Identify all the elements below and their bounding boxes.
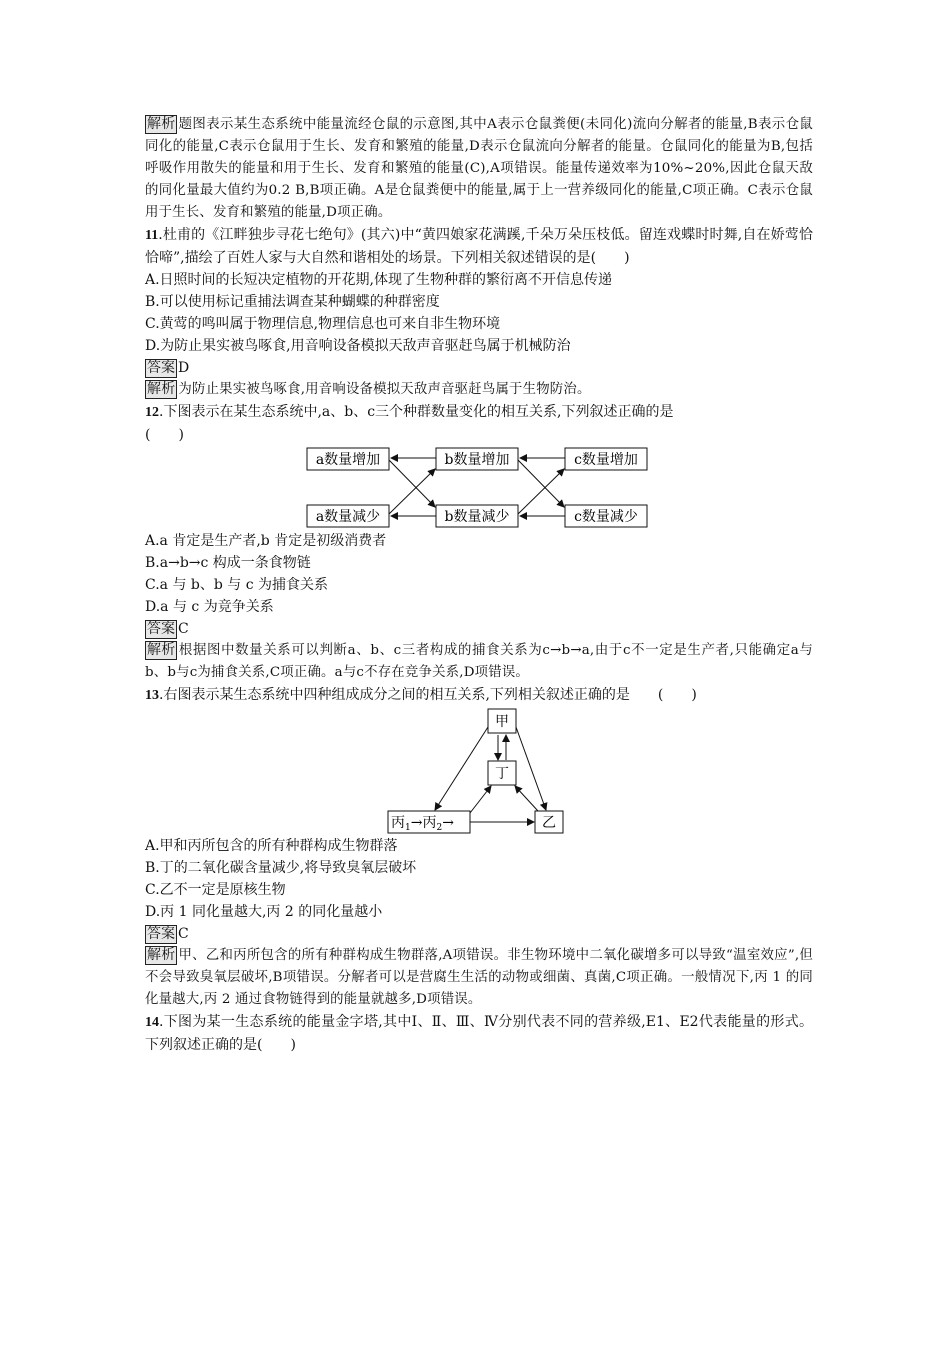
question-number: 12: [145, 405, 159, 420]
option-c: C.黄莺的鸣叫属于物理信息,物理信息也可来自非生物环境: [145, 316, 501, 332]
explanation-q10: [145, 114, 813, 224]
arrow-a-up-to-b-down: [389, 460, 435, 507]
answer-q12: [145, 618, 813, 640]
question-13-stem: [145, 684, 813, 707]
answer-q13: [145, 923, 813, 945]
option-b: B.丁的二氧化碳含量减少,将导致臭氧层破坏: [145, 860, 417, 876]
option-a: A.日照时间的长短决定植物的开花期,体现了生物种群的繁衍离不开信息传递: [145, 272, 613, 288]
node-jia-label: 甲: [495, 714, 509, 730]
node-bing-arrow-2: →: [442, 815, 454, 831]
answer-q11: [145, 357, 813, 379]
question-14-stem: [145, 1011, 813, 1056]
ecosystem-component-svg: [145, 707, 813, 835]
label-c-increase: c数量增加: [574, 452, 638, 468]
label-a-increase: a数量增加: [315, 452, 381, 468]
arrow-jia-to-yi: [516, 727, 546, 810]
question-number: 13: [145, 688, 159, 703]
answer-tag: 答案: [147, 621, 175, 637]
explanation-text: 根据图中数量关系可以判断a、b、c三者构成的捕食关系为c→b→a,由于c不一定是生产者,只能确定a与b、b与c为捕食关系,C项正确。a与c不存在竞争关系,D项错误。: [145, 643, 813, 680]
explanation-q12: [145, 640, 813, 684]
node-ding-label: 丁: [495, 766, 509, 782]
option-d: D.为防止果实被鸟啄食,用音响设备模拟天敌声音驱赶鸟属于机械防治: [145, 338, 571, 354]
label-c-decrease: c数量减少: [574, 509, 638, 525]
option-a: A.甲和丙所包含的所有种群构成生物群落: [145, 838, 398, 854]
option-d: D.丙 1 同化量越大,丙 2 的同化量越小: [145, 904, 383, 920]
option-d: D.a 与 c 为竞争关系: [145, 599, 274, 615]
node-bing2-label: 丙: [422, 815, 437, 831]
arrow-b-down-to-c-up: [518, 469, 564, 514]
option-b: B.可以使用标记重捕法调查某种蝴蝶的种群密度: [145, 294, 440, 310]
question-text: .下图表示在某生态系统中,a、b、c三个种群数量变化的相互关系,下列叙述正确的是: [159, 404, 674, 420]
answer-blank: ( ): [145, 427, 184, 443]
explanation-q13: [145, 945, 813, 1011]
option-c: C.a 与 b、b 与 c 为捕食关系: [145, 577, 329, 593]
question-text: .下图为某一生态系统的能量金字塔,其中Ⅰ、Ⅱ、Ⅲ、Ⅳ分别代表不同的营养级,E1、E2代表能量的形式。下列叙述正确的是( ): [145, 1014, 813, 1053]
option-c: C.乙不一定是原核生物: [145, 882, 286, 898]
explanation-tag: 解析: [147, 642, 176, 658]
answer-value: C: [178, 926, 189, 942]
arrow-bing-to-ding: [470, 786, 491, 813]
arrow-b-up-to-c-down: [518, 460, 564, 507]
label-a-decrease: a数量减少: [315, 509, 381, 525]
question-number: 14: [145, 1015, 159, 1030]
node-bing-text: [391, 815, 454, 833]
arrow-jia-to-bing: [435, 727, 488, 810]
node-yi-label: 乙: [542, 815, 556, 831]
explanation-tag: 解析: [147, 381, 176, 397]
answer-value: C: [178, 621, 189, 637]
explanation-text: 题图表示某生态系统中能量流经仓鼠的示意图,其中A表示仓鼠粪便(未同化)流向分解者的能量,B表示仓鼠同化的能量,C表示仓鼠用于生长、发育和繁殖的能量,D表示仓鼠流向分解者的能量。仓鼠同化的能量为B,包括呼吸作用散失的能量和用于生长、发育和繁殖的能量(C),A项错误。能量传递效率为10%~20%,因此仓鼠天敌的同化量最大值约为0.2 B,B项正确。A是仓鼠粪便中的能量,属于上一营养级同化的能量,C项正确。C表示仓鼠用于生长、发育和繁殖的能量,D项正确。: [145, 117, 813, 220]
node-bing1-sub: 1: [405, 823, 411, 833]
question-11-stem: [145, 224, 813, 269]
answer-tag: 答案: [147, 926, 175, 942]
answer-value: D: [178, 360, 190, 376]
question-text: .杜甫的《江畔独步寻花七绝句》(其六)中“黄四娘家花满蹊,千朵万朵压枝低。留连戏蝶时时舞,自在娇莺恰恰啼”,描绘了百姓人家与大自然和谐相处的场景。下列相关叙述错误的是( ): [145, 227, 813, 266]
node-bing1-label: 丙: [391, 815, 405, 831]
node-bing-arrow-1: →: [410, 815, 423, 831]
population-diagram-svg: [145, 446, 813, 530]
question-text: .右图表示某生态系统中四种组成成分之间的相互关系,下列相关叙述正确的是 ( ): [159, 687, 697, 703]
label-b-decrease: b数量减少: [444, 509, 510, 525]
document-page: [145, 114, 813, 1056]
arrow-yi-to-ding: [515, 786, 538, 811]
question-12-stem: [145, 401, 813, 446]
ecosystem-component-diagram: [145, 707, 813, 835]
explanation-tag: 解析: [147, 116, 176, 132]
explanation-text: 为防止果实被鸟啄食,用音响设备模拟天敌声音驱赶鸟属于生物防治。: [178, 382, 591, 397]
label-b-increase: b数量增加: [444, 452, 510, 468]
answer-tag: 答案: [147, 360, 175, 376]
population-diagram: [145, 446, 813, 530]
node-bing2-sub: 2: [436, 823, 443, 833]
option-a: A.a 肯定是生产者,b 肯定是初级消费者: [145, 533, 387, 549]
question-number: 11: [145, 228, 159, 243]
explanation-text: 甲、乙和丙所包含的所有种群构成生物群落,A项错误。非生物环境中二氧化碳增多可以导致“温室效应”,但不会导致臭氧层破坏,B项错误。分解者可以是营腐生生活的动物或细菌、真菌,C项正确。一般情况下,丙 1 的同化量越大,丙 2 通过食物链得到的能量就越多,D项错误。: [145, 948, 814, 1007]
option-b: B.a→b→c 构成一条食物链: [145, 555, 311, 571]
explanation-q11: [145, 379, 813, 401]
arrow-a-down-to-b-up: [389, 469, 435, 514]
explanation-tag: 解析: [147, 947, 176, 963]
